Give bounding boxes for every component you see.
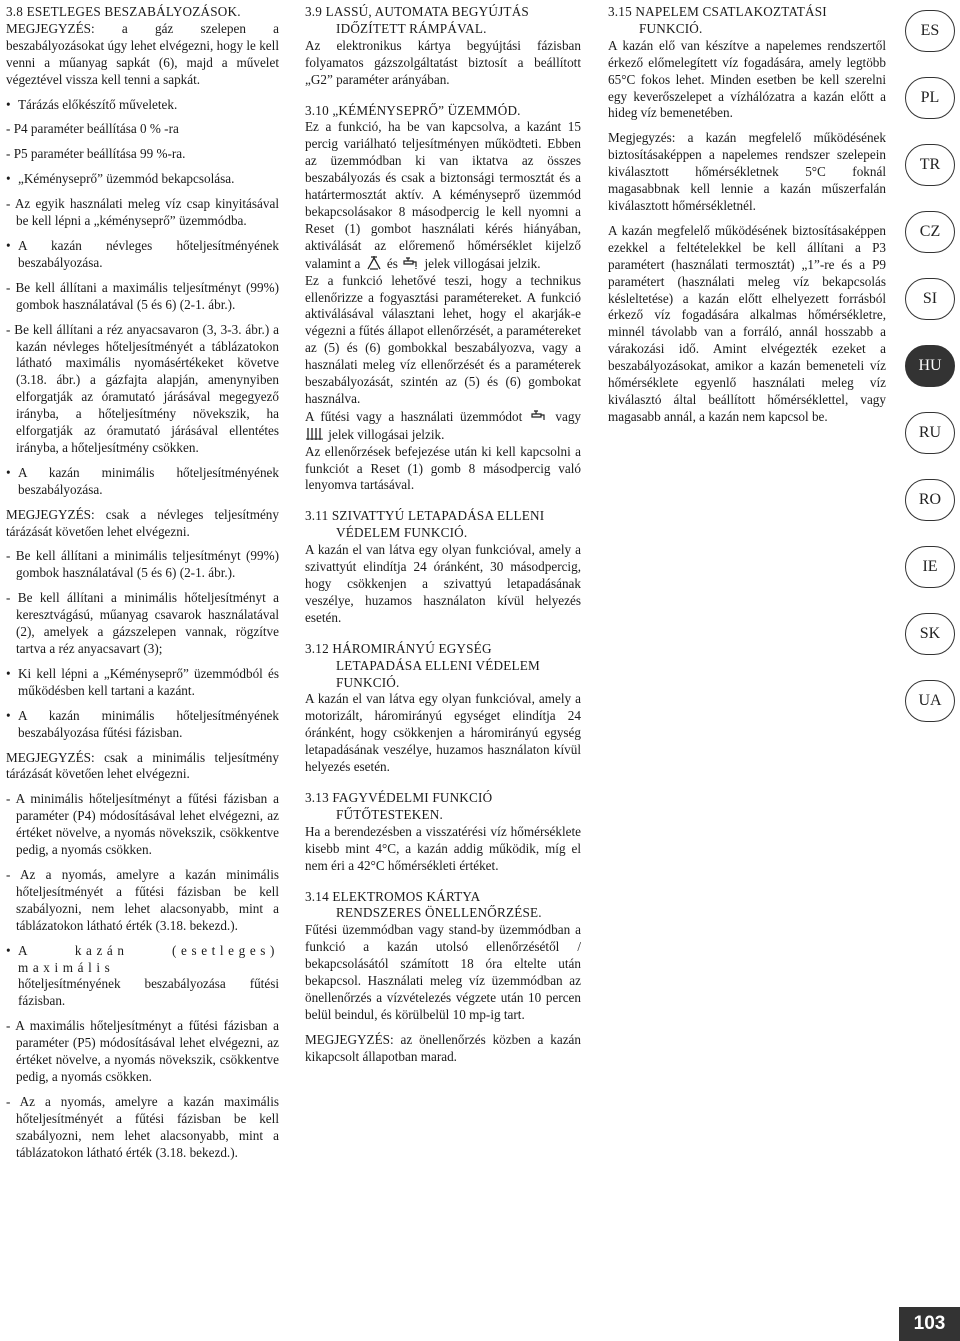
dash-item: - Be kell állítani a minimális hőteljesítményt a keresztvágású, műanyag csavarok használatával (2), amelyek a gázszelepen vannak, rögzítve tartva a réz anyacsavart (3); bbox=[6, 590, 279, 656]
tab-es[interactable]: ES bbox=[905, 10, 955, 52]
bullet-item bbox=[6, 943, 279, 1011]
note-label: Megjegyzés: bbox=[608, 130, 676, 146]
bullet-text: hőteljesítményének beszabályozása fűtési fázisban. bbox=[18, 976, 279, 1009]
bullet-item: • A kazán minimális hőteljesítményének beszabályozása. bbox=[6, 465, 279, 499]
heading-3-14: 3.14 ELEKTROMOS KÁRTYA bbox=[305, 888, 481, 904]
column-3 bbox=[608, 4, 886, 426]
heading-3-14-line2: RENDSZERES ÖNELLENŐRZÉSE. bbox=[336, 905, 542, 921]
dash-item: - Be kell állítani a réz anyacsavaron (3, 3-3. ábr.) a kazán névleges hőteljesítményét a táblázatokon látható maximális nyomásértékeket követve (3.18. ábr.) a gázfajta alapján, amenynyiben elforgatják az óramutató járásával megegyező irányba, a hőteljesítmény növekszik, ha elforgatják az óramutató járásával ellentétes irányba, a hőteljesítmény csökken. bbox=[6, 321, 279, 455]
heading-3-13: 3.13 FAGYVÉDELMI FUNKCIÓ bbox=[305, 789, 493, 805]
heading-3-10: 3.10 „KÉMÉNYSEPRŐ” ÜZEMMÓD. bbox=[305, 102, 521, 118]
dash-item: - A maximális hőteljesítményt a fűtési fázisban a paraméter (P5) módosításával lehet elvégezni, az értéket növelve, a nyomás növekszik, csökkentve pedig, a nyomás csökken. bbox=[6, 1018, 279, 1084]
dash-item: - P5 paraméter beállítása 99 %-ra. bbox=[6, 146, 186, 162]
paragraph bbox=[305, 119, 581, 272]
paragraph bbox=[305, 408, 581, 444]
paragraph-text: A fűtési vagy a használati üzemmódot bbox=[305, 408, 523, 424]
heading-3-11: 3.11 SZIVATTYÚ LETAPADÁSA ELLENI bbox=[305, 508, 545, 524]
note-text: csak a minimális teljesítmény tárázását követően lehet elvégezni. bbox=[6, 749, 279, 782]
paragraph: A kazán el van látva egy olyan funkcióval, amely a szivattyút elindítja 24 óránként, 30 másodpercig, hogy csökkenjen a szivattyú letapadásának veszélye, huzamos használaton kívül helyezés esetén. bbox=[305, 542, 581, 625]
tab-hu[interactable]: HU bbox=[905, 345, 955, 387]
note-paragraph bbox=[6, 507, 279, 541]
dash-item: - P4 paraméter beállítása 0 % -ra bbox=[6, 121, 179, 137]
note-text: az önellenőrzés közben a kazán kikapcsolt állapotban marad. bbox=[305, 1031, 581, 1064]
bullet-item: • Ki kell lépni a „Kéményseprő” üzemmódból és működésben kell tartani a kazánt. bbox=[6, 666, 279, 700]
note-text: a kazán megfelelő működésének biztosításaképpen a napelemes rendszer szelepein kiválasztott hőmérsékletnek 5°C foknál magasabbnak kell lennie a kazán műszerfalán kiválasztott hőmérsékletnél. bbox=[608, 130, 886, 213]
paragraph-text: Ez a funkció, ha be van kapcsolva, a kazánt 15 percig variálható teljesítményen működteti. Ebben az üzemmódban ki van iktatva az összes beszabályozás és csak a biztonsági termosztát és a határtermosztát aktív. A kéményseprő üzemmód bekapcsolásakor 8 másodpercig le kell nyomni a Reset (1) gombot használati kérés hiányában, aktiválását az előremenő hőmérséklet kijelző valamint a bbox=[305, 119, 581, 271]
tab-ua[interactable]: UA bbox=[905, 680, 955, 722]
bullet-item: • A kazán névleges hőteljesítményének beszabályozása. bbox=[6, 238, 279, 272]
paragraph: A kazán megfelelő működésének biztosításaképpen ezekkel a feltételekkel be kell állítani a P3 paramétert (használati termosztát) „1”-re és a P9 paramétert (használati meleg víz bekapcsolás késleltetése) a kazán előtt elhelyezett forrásból érkező víz fogadására alkalmas hőmérsékletre, minnél távolabb van a forráló, annál hosszabb a várakozási idő. Amint elvégezték ezeket a beszabályozásokat, amikor a kazán bemeneteli víz hőmérséklete egyenlő használati meleg víz kiválasztó által beállított hőmérséklettel, vagy magasabb annál, a kazán nem kapcsol be. bbox=[608, 222, 886, 424]
note-label: MEGJEGYZÉS: bbox=[6, 506, 95, 522]
paragraph: Az elektronikus kártya begyújtási fázisban folyamatos gázszolgáltatást biztosít a beállított „G2” paraméter arányában. bbox=[305, 37, 581, 87]
column-2 bbox=[305, 4, 581, 1066]
tab-sk[interactable]: SK bbox=[905, 613, 955, 655]
language-tabs bbox=[905, 10, 957, 747]
tab-ie[interactable]: IE bbox=[905, 546, 955, 588]
paragraph-text: vagy bbox=[555, 408, 582, 424]
heading-3-15-line2: FUNKCIÓ. bbox=[639, 20, 703, 36]
note-label: MEGJEGYZÉS: bbox=[6, 749, 95, 765]
paragraph: Ha a berendezésben a visszatérési víz hőmérséklete kisebb mint 4°C, a kazán addig működik, míg el nem éri a 42°C hőmérsékleti értéket. bbox=[305, 823, 581, 873]
tab-tr[interactable]: TR bbox=[905, 144, 955, 186]
note-label: MEGJEGYZÉS: bbox=[6, 20, 95, 36]
paragraph: Az ellenőrzések befejezése után ki kell kapcsolni a funkciót a Reset (1) gomb 8 másodpercig való lenyomva tartásával. bbox=[305, 443, 581, 493]
note-text: csak a névleges teljesítmény tárázását követően lehet elvégezni. bbox=[6, 506, 279, 539]
tab-cz[interactable]: CZ bbox=[905, 211, 955, 253]
paragraph-text: jelek villogásai jelzik. bbox=[424, 255, 541, 271]
paragraph-text: jelek villogásai jelzik. bbox=[328, 426, 445, 442]
bullet-spaced-text: A kazán (esetleges) maximális bbox=[18, 942, 279, 975]
radiator-icon bbox=[305, 426, 325, 442]
tab-ro[interactable]: RO bbox=[905, 479, 955, 521]
note-text: a gáz szelepen a beszabályozásokat úgy lehet elvégezni, hogy le kell venni a műanyag sapkát (6), majd a művelet végeztével vissza kell tenni a sapkát. bbox=[6, 20, 279, 87]
heading-3-9: 3.9 LASSÚ, AUTOMATA BEGYÚJTÁS bbox=[305, 4, 529, 19]
tap-icon bbox=[401, 255, 421, 271]
heading-3-12: 3.12 HÁROMIRÁNYÚ EGYSÉG bbox=[305, 640, 492, 656]
paragraph: Ez a funkció lehetővé teszi, hogy a technikus ellenőrizze a fogyasztási paramétereket. A funkció aktiválásával választani lehet, hogy el akarják-e végezni a fűtés állapot ellenőrzését, a paramétereket az (5) és (6) gombokkal beszabályozva, vagy a használati meleg víz ellenőrzését és a paraméterek beszabályozását, szintén az (5) és (6) gombokat használva. bbox=[305, 272, 581, 406]
note-paragraph bbox=[608, 130, 886, 215]
heading-3-12-line2: LETAPADÁSA ELLENI VÉDELEM bbox=[336, 657, 540, 673]
paragraph: Fűtési üzemmódban vagy stand-by üzemmódban a funkció a kazán utolsó ellenőrzésétől / bekapcsolásától számított 18 óra eltelte után bekapcsol. Használati meleg víz üzemmódban az önellenőrzés a vízvételezés végzete után 10 percen belül beindul, és körülbelül 10 mp-ig tart. bbox=[305, 922, 581, 1022]
tap-icon bbox=[529, 408, 549, 424]
page-number: 103 bbox=[899, 1307, 960, 1341]
dash-item: - Az egyik használati meleg víz csap kinyitásával be kell lépni a „kéményseprő” üzemmódba. bbox=[6, 196, 279, 229]
heading-3-11-line2: VÉDELEM FUNKCIÓ. bbox=[336, 525, 468, 541]
bullet-item: • „Kéményseprő” üzemmód bekapcsolása. bbox=[6, 171, 279, 188]
paragraph-text: és bbox=[386, 255, 398, 271]
heading-3-9-line2: IDŐZÍTETT RÁMPÁVAL. bbox=[336, 20, 487, 36]
note-paragraph bbox=[6, 21, 279, 89]
tab-ru[interactable]: RU bbox=[905, 412, 955, 454]
dash-item: - Az a nyomás, amelyre a kazán maximális hőteljesítményét a fűtési fázisban be kell szabályozni, nem lehet alacsonyabb, mint a táblázatokon látható érték (3.18. bekezd.). bbox=[6, 1093, 279, 1160]
paragraph: A kazán elő van készítve a napelemes rendszertől érkező előmelegített víz fogadására, amely legtöbb 65°C fokos lehet. Minden esetben be kell szerelni egy keverőszelepet a vízhálózatra a kazán előtt a hideg víz bemenetében. bbox=[608, 37, 886, 121]
paragraph: A kazán el van látva egy olyan funkcióval, amely a motorizált, háromirányú egységet elindítja 24 óránként, hogy csökkenjen a háromirányú egység letapadásának veszélye, huzamos használaton kívül helyezés esetén. bbox=[305, 691, 581, 775]
note-paragraph bbox=[305, 1032, 581, 1066]
dash-item: - A minimális hőteljesítményt a fűtési fázisban a paraméter (P4) módosításával lehet elvégezni, az értéket növelve, a nyomás növekszik, csökkentve pedig, a nyomás csökken. bbox=[6, 791, 279, 858]
dash-item: - Be kell állítani a minimális teljesítményt (99%) gombok használatával (5 és 6) (2-1. ábr.). bbox=[6, 548, 279, 581]
tab-si[interactable]: SI bbox=[905, 278, 955, 320]
dash-item: - Az a nyomás, amelyre a kazán minimális hőteljesítményét a fűtési fázisban be kell szabályozni, nem lehet alacsonyabb, mint a táblázatokon látható érték (3.18. bekezd.). bbox=[6, 866, 279, 933]
bullet-item: • A kazán minimális hőteljesítményének beszabályozása fűtési fázisban. bbox=[6, 708, 279, 742]
heading-3-12-line3: FUNKCIÓ. bbox=[336, 674, 400, 690]
chimney-sweep-icon bbox=[364, 255, 384, 271]
note-paragraph bbox=[6, 750, 279, 784]
dash-item: - Be kell állítani a maximális teljesítményt (99%) gombok használatával (5 és 6) (2-1. ábr.). bbox=[6, 279, 279, 312]
heading-3-8: 3.8 ESETLEGES BESZABÁLYOZÁSOK. bbox=[6, 4, 241, 19]
heading-3-15: 3.15 NAPELEM CSATLAKOZTATÁSI bbox=[608, 4, 827, 19]
bullet-item: • Tárázás előkészítő műveletek. bbox=[6, 97, 279, 114]
note-label: MEGJEGYZÉS: bbox=[305, 1031, 394, 1047]
tab-pl[interactable]: PL bbox=[905, 77, 955, 119]
column-1 bbox=[6, 4, 279, 1161]
heading-3-13-line2: FŰTŐTESTEKEN. bbox=[336, 806, 443, 822]
